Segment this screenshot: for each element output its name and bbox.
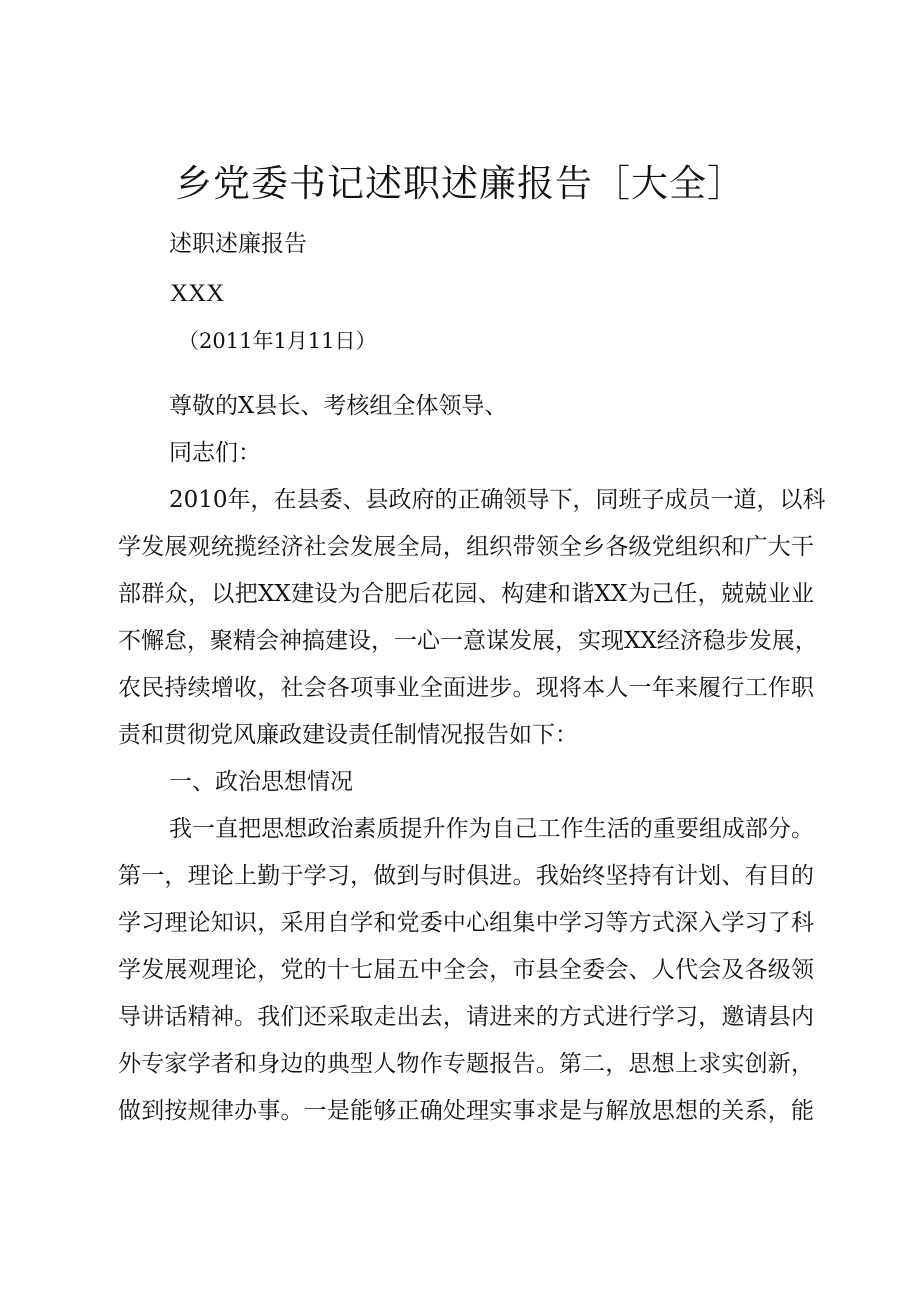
document-title: 乡党委书记述职述廉报告［大全］ (175, 162, 745, 205)
section-1-heading: 一、政治思想情况 (169, 769, 353, 795)
document-subtitle: 述职述廉报告 (169, 231, 307, 257)
paragraph-1-line: 2010年，在县委、县政府的正确领导下，同班子成员一道，以科 (169, 487, 826, 513)
paragraph-2-line: 外专家学者和身边的典型人物作专题报告。第二，思想上求实创新， (118, 1051, 814, 1077)
paragraph-1-line: 责和贯彻党风廉政建设责任制情况报告如下： (118, 722, 578, 748)
paragraph-1-line: 农民持续增收，社会各项事业全面进步。现将本人一年来履行工作职 (118, 675, 814, 701)
paragraph-2-line: 做到按规律办事。一是能够正确处理实事求是与解放思想的关系，能 (118, 1098, 814, 1124)
report-date: （2011年1月11日） (178, 329, 377, 353)
paragraph-2-line: 学发展观理论，党的十七届五中全会，市县全委会、人代会及各级领 (118, 957, 814, 983)
salutation-line-2: 同志们： (169, 440, 261, 466)
paragraph-2-line: 我一直把思想政治素质提升作为自己工作生活的重要组成部分。 (169, 816, 814, 842)
paragraph-2-line: 导讲话精神。我们还采取走出去，请进来的方式进行学习，邀请县内 (118, 1004, 814, 1030)
paragraph-2-line: 学习理论知识，采用自学和党委中心组集中学习等方式深入学习了科 (118, 910, 814, 936)
salutation-line-1: 尊敬的X县长、考核组全体领导、 (169, 393, 508, 419)
author-name: XXX (170, 280, 225, 307)
paragraph-2-line: 第一，理论上勤于学习，做到与时俱进。我始终坚持有计划、有目的 (118, 863, 814, 889)
paragraph-1-line: 部群众，以把XX建设为合肥后花园、构建和谐XX为己任，兢兢业业 (118, 581, 814, 607)
paragraph-1-line: 不懈怠，聚精会神搞建设，一心一意谋发展，实现XX经济稳步发展， (118, 628, 818, 654)
paragraph-1-line: 学发展观统揽经济社会发展全局，组织带领全乡各级党组织和广大干 (118, 534, 814, 560)
